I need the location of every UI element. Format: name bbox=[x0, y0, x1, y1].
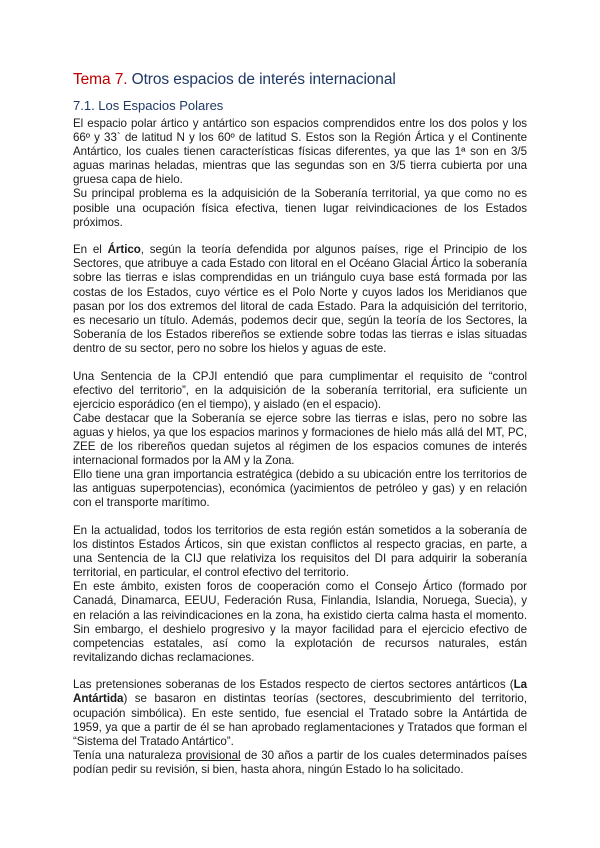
paragraph-4: Una Sentencia de la CPJI entendió que para cumplimentar el requisito de “control efectivo del territorio”, en la adquisición de la soberanía territorial, era suficiente un ejercicio esporádico (en el tiempo), y aislado (en el espacio). bbox=[73, 369, 527, 411]
paragraph-1: El espacio polar ártico y antártico son espacios comprendidos entre los dos polos y los 66º y 33` de latitud N y los 60º de latitud S. Estos son la Región Ártica y el Continente Antártico, los cuales tienen características físicas diferentes, ya que las 1ª son en 3/5 aguas marinas heladas, mientras que las segundas son en 3/5 tierra cubierta por una gruesa capa de hielo. bbox=[73, 117, 527, 187]
chapter-title: Otros espacios de interés internacional bbox=[127, 71, 396, 88]
paragraph-5: Cabe destacar que la Soberanía se ejerce sobre las tierras e islas, pero no sobre las aguas y hielos, ya que los espacios marinos y formaciones de hielo más allá del MT, PC, ZEE de los ribereños quedan sujetos al régimen de los espacios comunes de interés internacional formados por la AM y la Zona. bbox=[73, 411, 527, 468]
paragraph-9-text-b: ) se basaron en distintas teorías (sectores, descubrimiento del territorio, ocupación simbólica). En este sentido, fue esencial el Tratado sobre la Antártida de 1959, ya que a partir de él se han aprobado reglamentaciones y Tratados que forman el “Sistema del Tratado Antártico”. bbox=[73, 692, 527, 748]
paragraph-7: En la actualidad, todos los territorios de esta región están sometidos a la soberanía de los distintos Estados Árticos, sin que existan conflictos al respecto gracias, en parte, a una Sentencia de la CIJ que relativiza los requisitos del DI para adquirir la soberanía territorial, en particular, el control efectivo del territorio. bbox=[73, 523, 527, 580]
paragraph-10 bbox=[73, 749, 527, 777]
paragraph-3-text-a: En el bbox=[73, 243, 108, 257]
paragraph-9-bold-term: La Antártida bbox=[73, 678, 527, 706]
paragraph-9 bbox=[73, 678, 527, 748]
paragraph-10-underlined-term: provisional bbox=[185, 748, 241, 762]
section-heading: 7.1. Los Espacios Polares bbox=[73, 98, 224, 113]
paragraph-3-bold-term: Ártico bbox=[107, 243, 141, 257]
paragraph-10-text-b: de 30 años a partir de los cuales determinados países podían pedir su revisión, si bien, hasta ahora, ningún Estado lo ha solicitado. bbox=[73, 748, 527, 776]
paragraph-3-text-b: , según la teoría defendida por algunos países, rige el Principio de los Sectores, que atribuye a cada Estado con litoral en el Océano Glacial Ártico la soberanía sobre las tierras e islas comprendidas en un triángulo cuya base está formada por las costas de los Estados, cuyo vértice es el Polo Norte y cuyos lados los Meridianos que pasan por los dos extremos del litoral de cada Estado. Para la adquisición del territorio, es necesario un título. Además, podemos decir que, según la teoría de los Sectores, la Soberanía de los Estados ribereños se extiende sobre todas las tierras e islas situadas dentro de su sector, pero no sobre los hielos y aguas de este. bbox=[73, 243, 527, 355]
paragraph-8: En este ámbito, existen foros de cooperación como el Consejo Ártico (formado por Canadá, Dinamarca, EEUU, Federación Rusa, Finlandia, Islandia, Noruega, Suecia), y en relación a las reivindicaciones en la zona, ha existido cierta calma hasta el momento. Sin embargo, el deshielo progresivo y la mayor facilidad para el ejercicio efectivo de competencias estatales, así como la explotación de recursos naturales, están revitalizando dichas reclamaciones. bbox=[73, 580, 527, 664]
paragraph-6: Ello tiene una gran importancia estratégica (debido a su ubicación entre los territorios de las antiguas superpotencias), económica (yacimientos de petróleo y gas) y en relación con el transporte marítimo. bbox=[73, 468, 527, 510]
chapter-heading bbox=[73, 70, 527, 90]
document-body bbox=[73, 70, 527, 777]
paragraph-3 bbox=[73, 243, 527, 356]
paragraph-2: Su principal problema es la adquisición de la Soberanía territorial, ya que como no es posible una ocupación física efectiva, tienen lugar reivindicaciones de los Estados próximos. bbox=[73, 187, 527, 229]
paragraph-10-text-a: Tenía una naturaleza bbox=[73, 748, 186, 762]
paragraph-9-text-a: Las pretensiones soberanas de los Estados respecto de ciertos sectores antárticos ( bbox=[73, 678, 514, 692]
chapter-number: Tema 7. bbox=[73, 71, 128, 88]
